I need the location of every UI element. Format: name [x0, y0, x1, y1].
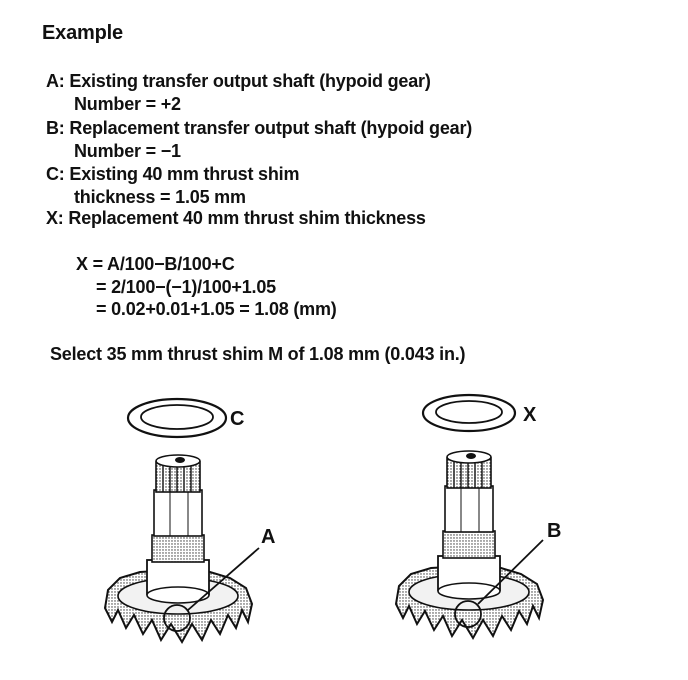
equation-line-2: = 2/100−(−1)/100+1.05 [96, 277, 276, 297]
left-thrust-shim-inner [141, 405, 213, 429]
definition-a: A: Existing transfer output shaft (hypoid gear) [46, 71, 431, 91]
right-gear-assembly [396, 395, 543, 638]
definition-b: B: Replacement transfer output shaft (hypoid gear) [46, 118, 473, 138]
label-x: X [523, 404, 537, 426]
equation-line-3: = 0.02+0.01+1.05 = 1.08 (mm) [96, 299, 337, 319]
definition-x: X: Replacement 40 mm thrust shim thickness [46, 208, 426, 228]
label-c: C [230, 408, 245, 430]
page-title: Example [42, 22, 123, 44]
definition-c-thickness: thickness = 1.05 mm [74, 187, 246, 207]
right-thrust-shim-inner [436, 401, 502, 423]
definition-b-number: Number = −1 [74, 141, 181, 161]
label-a: A [261, 526, 276, 548]
definition-c: C: Existing 40 mm thrust shim [46, 164, 300, 184]
left-gear-assembly [105, 399, 259, 642]
equation-line-1: X = A/100−B/100+C [76, 254, 235, 274]
label-b: B [547, 520, 562, 542]
conclusion-text: Select 35 mm thrust shim M of 1.08 mm (0.043 in.) [50, 344, 466, 364]
definition-a-number: Number = +2 [74, 94, 181, 114]
